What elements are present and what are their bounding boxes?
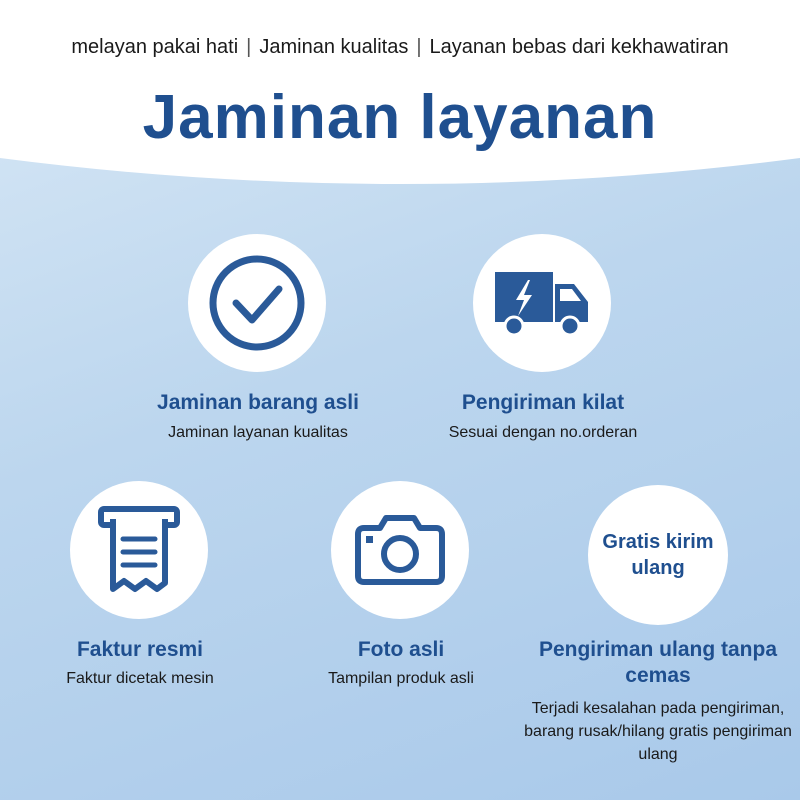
- feature-subtitle: Sesuai dengan no.orderan: [448, 424, 638, 441]
- feature-subtitle: Faktur dicetak mesin: [66, 670, 214, 687]
- delivery-truck-icon: [492, 268, 592, 338]
- tagline-separator: |: [416, 36, 422, 58]
- feature-invoice-circle: [70, 481, 208, 619]
- feature-title: Pengiriman kilat: [461, 391, 625, 414]
- feature-title: Foto asli: [357, 638, 445, 661]
- feature-title: Jaminan barang asli: [157, 391, 359, 414]
- tagline-item: Layanan bebas dari kekhawatiran: [429, 36, 729, 58]
- feature-photo-circle: [331, 481, 469, 619]
- tagline-bar: [0, 36, 800, 59]
- free-resend-badge: Gratis kirim ulang: [602, 531, 714, 579]
- page-title: Jaminan layanan: [142, 83, 658, 152]
- feature-subtitle: Terjadi kesalahan pada pengiriman, barang rusak/hilang gratis pengiriman ulang: [524, 700, 792, 763]
- tagline-separator: |: [246, 36, 252, 58]
- checkmark-circle-icon: [207, 253, 307, 353]
- feature-subtitle: Jaminan layanan kualitas: [168, 424, 348, 441]
- feature-delivery-circle: [473, 234, 611, 372]
- feature-genuine-circle: [188, 234, 326, 372]
- tagline-item: Jaminan kualitas: [259, 36, 409, 58]
- feature-title: Pengiriman ulang tanpa cemas: [538, 638, 778, 687]
- tagline-item: melayan pakai hati: [71, 36, 239, 58]
- feature-title: Faktur resmi: [76, 638, 204, 661]
- receipt-icon: [97, 505, 181, 595]
- camera-icon: [354, 512, 446, 588]
- feature-subtitle: Tampilan produk asli: [328, 670, 474, 687]
- feature-resend-circle: [588, 485, 728, 625]
